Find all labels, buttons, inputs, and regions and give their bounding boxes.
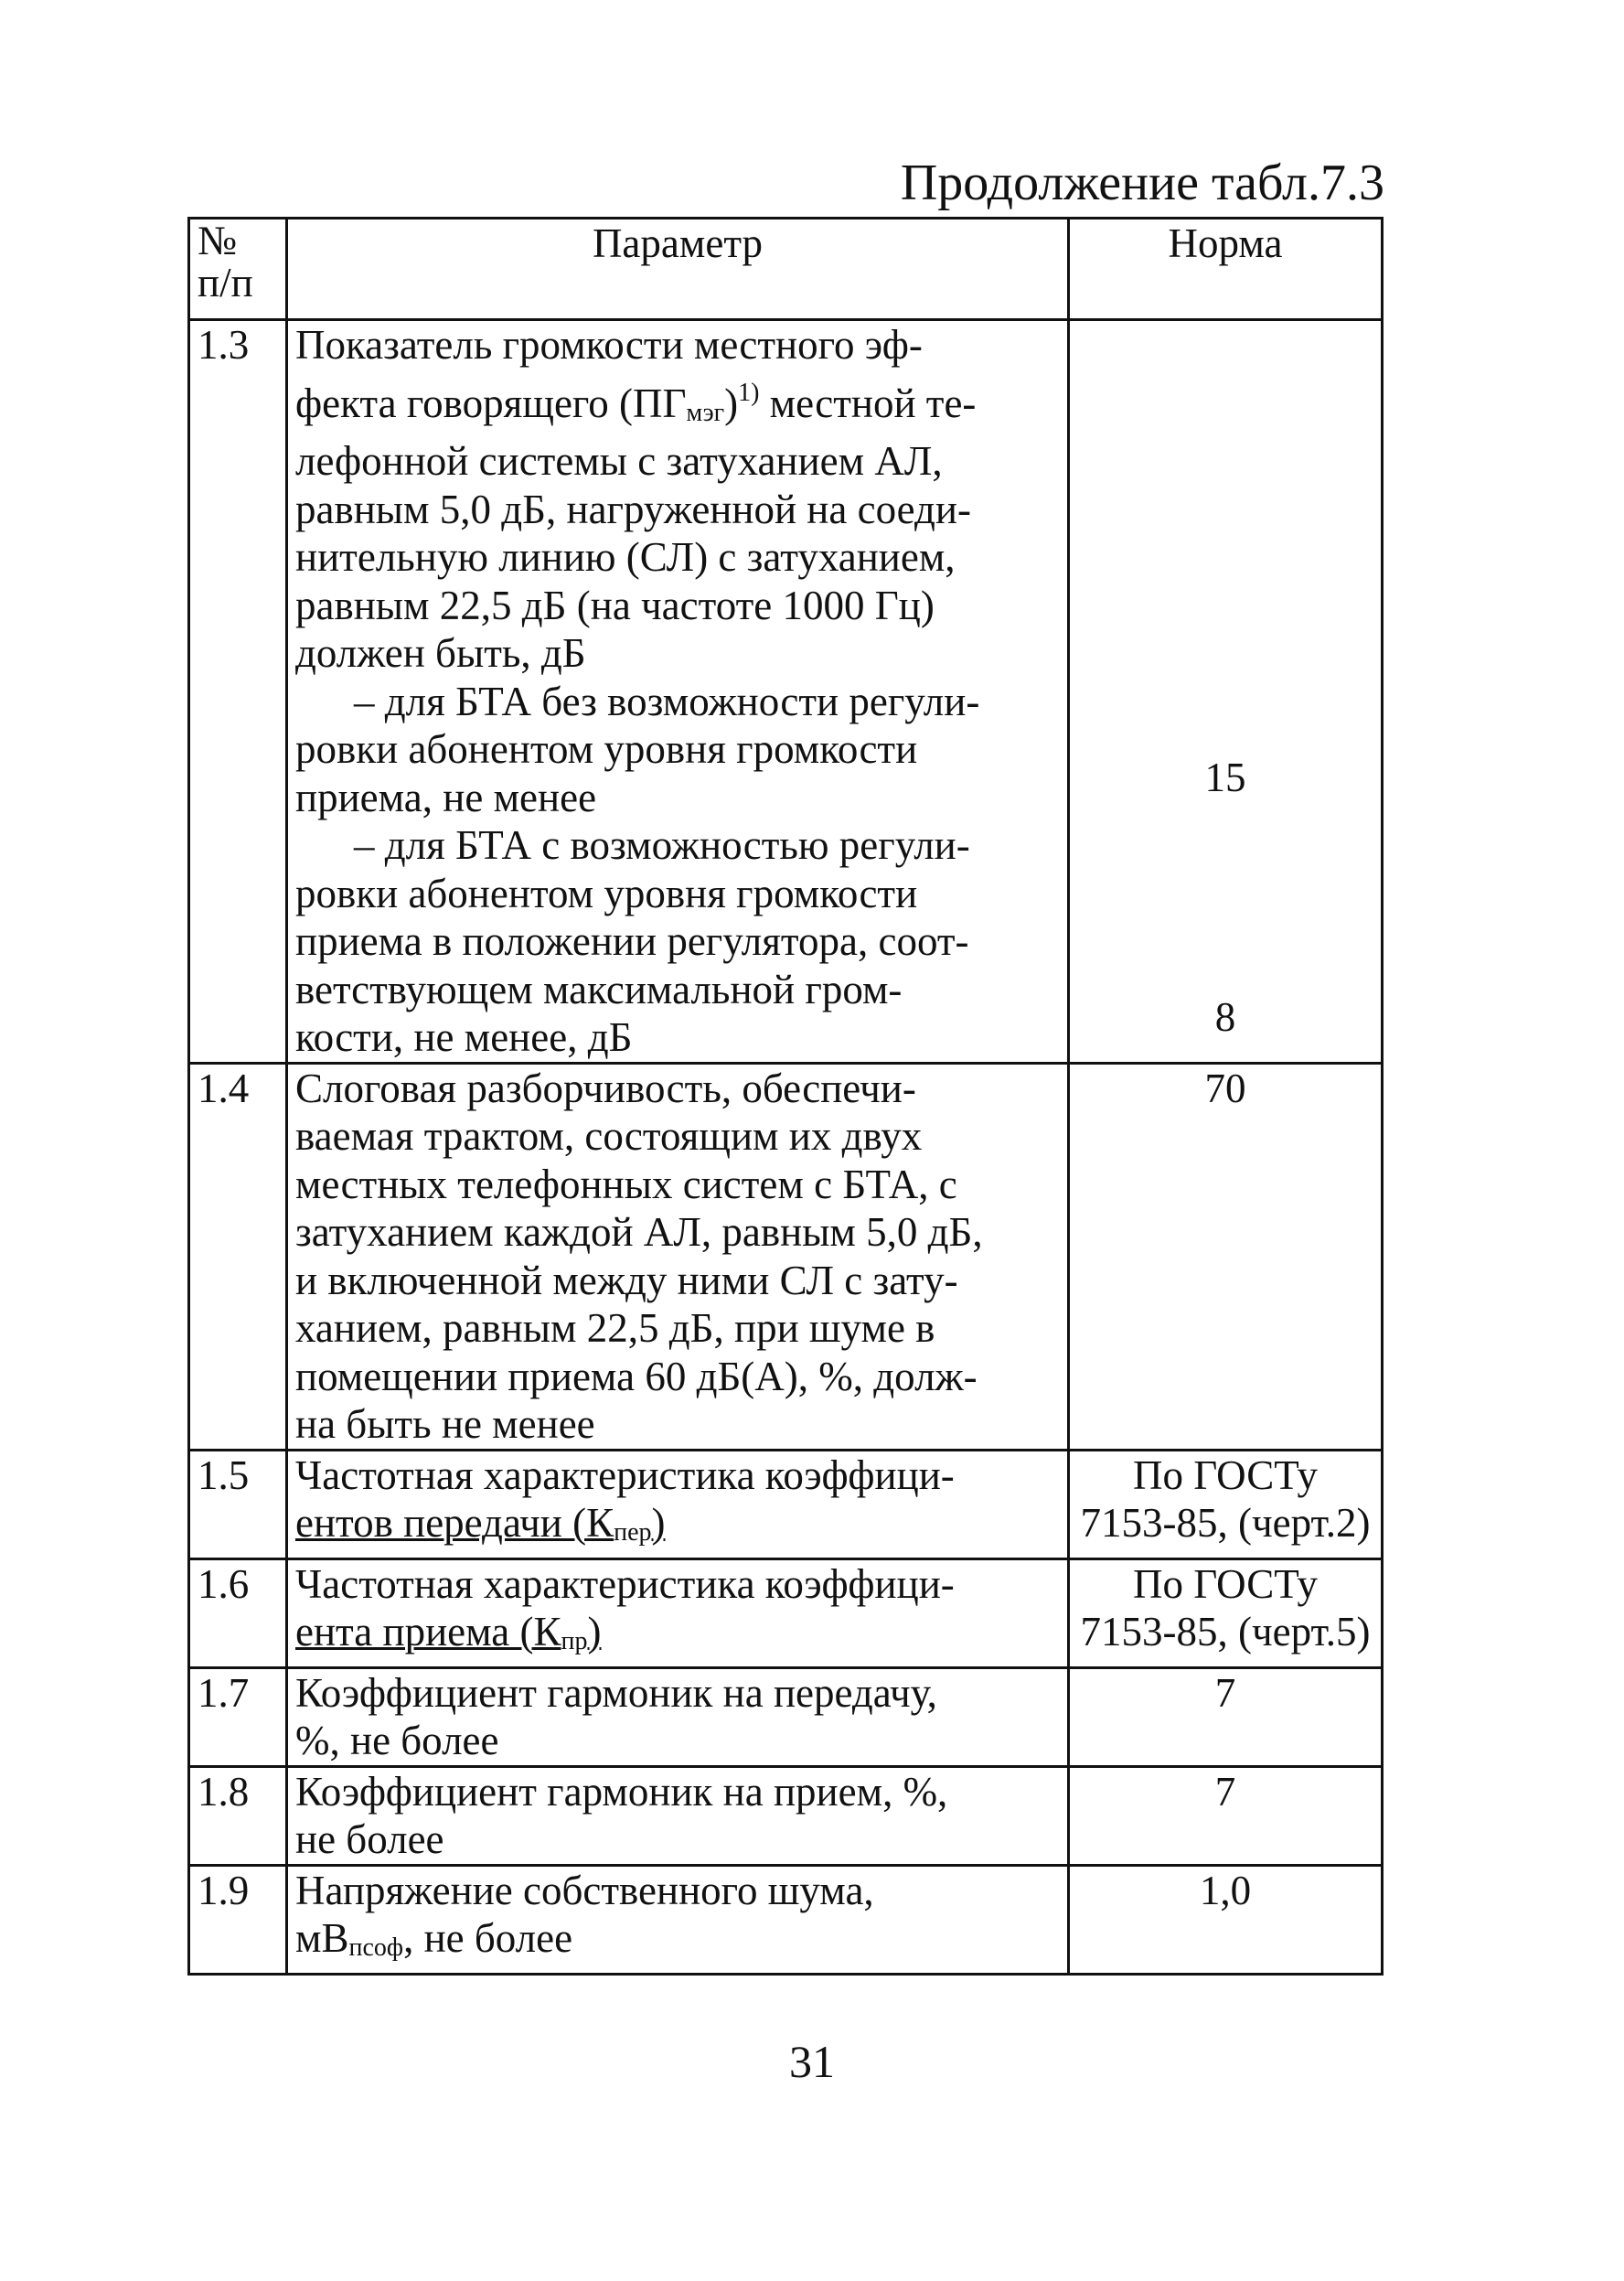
row-number: 1.3 [189, 320, 287, 1064]
param-line: приема в положении регулятора, соот- [295, 918, 969, 964]
text-fragment: ентов передачи (К [295, 1500, 614, 1546]
param-line: нительную линию (СЛ) с затуханием, [295, 534, 956, 580]
text-fragment: ента приема (К [295, 1609, 561, 1655]
header-number [189, 219, 287, 320]
norm-value: 15 [1204, 754, 1246, 800]
row-norm: 70 [1069, 1063, 1383, 1450]
param-line: Частотная характеристика коэффици- [295, 1560, 955, 1607]
subscript: мэг [686, 398, 725, 427]
row-norm [1069, 320, 1383, 1064]
row-parameter [287, 1667, 1069, 1766]
parameters-table [187, 217, 1384, 1976]
norm-value: 7153-85, (черт.5) [1080, 1609, 1371, 1655]
norm-value: 7153-85, (черт.2) [1080, 1500, 1371, 1546]
param-line: ровки абонентом уровня громкости [295, 726, 918, 772]
param-line: Напряжение собственного шума, [295, 1867, 874, 1913]
row-parameter [287, 1865, 1069, 1974]
param-line [295, 1499, 1060, 1558]
subscript: псоф [348, 1933, 404, 1962]
row-parameter [287, 1766, 1069, 1865]
table-header-row [189, 219, 1383, 320]
param-line: ваемая трактом, состоящим их двух [295, 1113, 923, 1159]
text-fragment: ) [587, 1609, 602, 1655]
subscript: пр [561, 1627, 588, 1655]
param-line: затуханием каждой АЛ, равным 5,0 дБ, [295, 1209, 983, 1255]
row-norm [1069, 1558, 1383, 1667]
text-fragment: фекта говорящего (ПГ [295, 380, 687, 426]
table-caption: Продолжение табл.7.3 [900, 155, 1384, 211]
param-line: местных телефонных систем с БТА, с [295, 1161, 957, 1207]
row-number: 1.8 [189, 1766, 287, 1865]
param-line: – для БТА без возможности регули- [354, 678, 980, 724]
row-number: 1.5 [189, 1450, 287, 1558]
row-parameter [287, 1450, 1069, 1558]
param-line: Частотная характеристика коэффици- [295, 1451, 955, 1498]
row-parameter [287, 1558, 1069, 1667]
param-line: равным 22,5 дБ (на частоте 1000 Гц) [295, 582, 935, 628]
page-number: 31 [789, 2036, 835, 2087]
row-parameter [287, 320, 1069, 1064]
text-fragment: мВ [295, 1915, 349, 1961]
underlined-text [295, 1609, 602, 1655]
param-line: ханием, равным 22,5 дБ, при шуме в [295, 1305, 935, 1351]
param-line: ровки абонентом уровня громкости [295, 870, 918, 916]
underlined-text [295, 1500, 666, 1546]
subscript: пер [614, 1518, 652, 1547]
param-line: и включенной между ними СЛ с зату- [295, 1257, 958, 1303]
table-row [189, 320, 1383, 1064]
table-row [189, 1865, 1383, 1974]
table-row [189, 1558, 1383, 1667]
row-number: 1.7 [189, 1667, 287, 1766]
param-line [295, 1608, 1060, 1666]
param-line: Коэффициент гармоник на передачу, [295, 1669, 937, 1716]
table-row [189, 1667, 1383, 1766]
row-norm [1069, 1450, 1383, 1558]
param-line: помещении приема 60 дБ(А), %, долж- [295, 1353, 978, 1399]
header-number-symbol: № [198, 218, 237, 263]
row-norm: 7 [1069, 1667, 1383, 1766]
param-line: ветствующем максимальной гром- [295, 966, 903, 1012]
row-norm: 1,0 [1069, 1865, 1383, 1974]
param-line: не более [295, 1816, 444, 1862]
param-line [295, 369, 1060, 438]
text-fragment: ) [651, 1500, 666, 1546]
footnote-mark: 1) [738, 378, 760, 407]
row-number: 1.9 [189, 1865, 287, 1974]
row-number: 1.4 [189, 1063, 287, 1450]
param-line: приема, не менее [295, 774, 597, 820]
param-line: равным 5,0 дБ, нагруженной на соеди- [295, 486, 971, 532]
text-fragment: ) [724, 380, 739, 426]
param-line: – для БТА с возможностью регули- [354, 822, 970, 868]
param-line: %, не более [295, 1718, 499, 1763]
param-line: лефонной системы с затуханием АЛ, [295, 438, 943, 484]
param-line [295, 1914, 1060, 1973]
table-row [189, 1766, 1383, 1865]
norm-value: По ГОСТу [1133, 1451, 1318, 1498]
header-parameter: Параметр [287, 219, 1069, 320]
param-line: Показатель громкости местного эф- [295, 322, 923, 368]
param-line: Коэффициент гармоник на прием, %, [295, 1768, 948, 1815]
param-line: на быть не менее [295, 1401, 595, 1447]
text-fragment: местной те- [759, 380, 977, 426]
norm-value: 8 [1214, 994, 1236, 1040]
row-norm: 7 [1069, 1766, 1383, 1865]
row-number: 1.6 [189, 1558, 287, 1667]
text-fragment: , не более [403, 1915, 573, 1961]
param-line: должен быть, дБ [295, 630, 586, 676]
norm-value: По ГОСТу [1133, 1560, 1318, 1607]
header-number-label: п/п [198, 260, 253, 305]
table-row [189, 1063, 1383, 1450]
param-line: Слоговая разборчивость, обеспечи- [295, 1065, 916, 1111]
row-parameter [287, 1063, 1069, 1450]
param-line: кости, не менее, дБ [295, 1014, 633, 1060]
header-norm: Норма [1069, 219, 1383, 320]
table-row [189, 1450, 1383, 1558]
